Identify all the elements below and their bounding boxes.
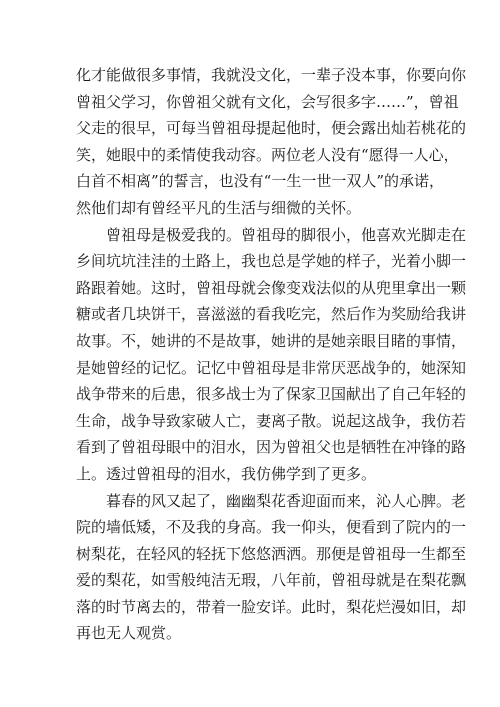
text-line: 落的时节离去的，带着一脸安详。此时，梨花烂漫如旧，却 <box>76 597 467 616</box>
paragraph-first-line: 曾祖母是极爱我的。曾祖母的脚很小，他喜欢光脚走在 <box>106 225 467 244</box>
text-line: 化才能做很多事情，我就没文化，一辈子没本事，你要向你 <box>76 66 467 84</box>
text-line: 父走的很早，可每当曾祖母提起他时，便会露出灿若桃花的 <box>76 119 467 138</box>
text-line: 战争带来的后患，很多战士为了保家卫国献出了自己年轻的 <box>76 385 467 404</box>
text-line: 看到了曾祖母眼中的泪水，因为曾祖父也是牺牲在冲锋的路 <box>76 438 467 457</box>
text-line: 糖或者几块饼干，喜滋滋的看我吃完，然后作为奖励给我讲 <box>76 305 467 324</box>
text-line: 树梨花，在轻风的轻抚下悠悠洒洒。那便是曾祖母一生都至 <box>76 544 467 563</box>
text-line: 再也无人观赏。 <box>76 624 182 643</box>
text-line: 故事。不，她讲的不是故事，她讲的是她亲眼目睹的事情， <box>76 331 467 350</box>
text-line: 爱的梨花，如雪般纯洁无瑕，八年前，曾祖母就是在梨花飘 <box>76 571 467 590</box>
text-line: 笑，她眼中的柔情使我动容。两位老人没有“愿得一人心， <box>76 145 459 164</box>
text-line: 上。透过曾祖母的泪水，我仿佛学到了更多。 <box>76 464 377 483</box>
body-text <box>76 62 467 647</box>
text-line: 路跟着她。这时，曾祖母就会像变戏法似的从兜里拿出一颗 <box>76 278 467 297</box>
paragraph-first-line: 暮春的风又起了，幽幽梨花香迎面而来，沁人心脾。老 <box>106 491 467 510</box>
text-line: 曾祖父学习，你曾祖父就有文化，会写很多字……”，曾祖 <box>76 92 459 111</box>
text-line: 生命，战争导致家破人亡，妻离子散。说起这战争，我仿若 <box>76 411 467 430</box>
text-line: 是她曾经的记忆。记忆中曾祖母是非常厌恶战争的，她深知 <box>76 358 467 377</box>
text-line: 白首不相离”的誓言，也没有“一生一世一双人”的承诺， <box>76 172 445 191</box>
text-line: 然他们却有曾经平凡的生活与细微的关怀。 <box>76 198 362 217</box>
text-line: 乡间坑坑洼洼的土路上，我也总是学她的样子，光着小脚一 <box>76 252 467 271</box>
text-line: 院的墙低矮，不及我的身高。我一仰头，便看到了院内的一 <box>76 518 467 537</box>
